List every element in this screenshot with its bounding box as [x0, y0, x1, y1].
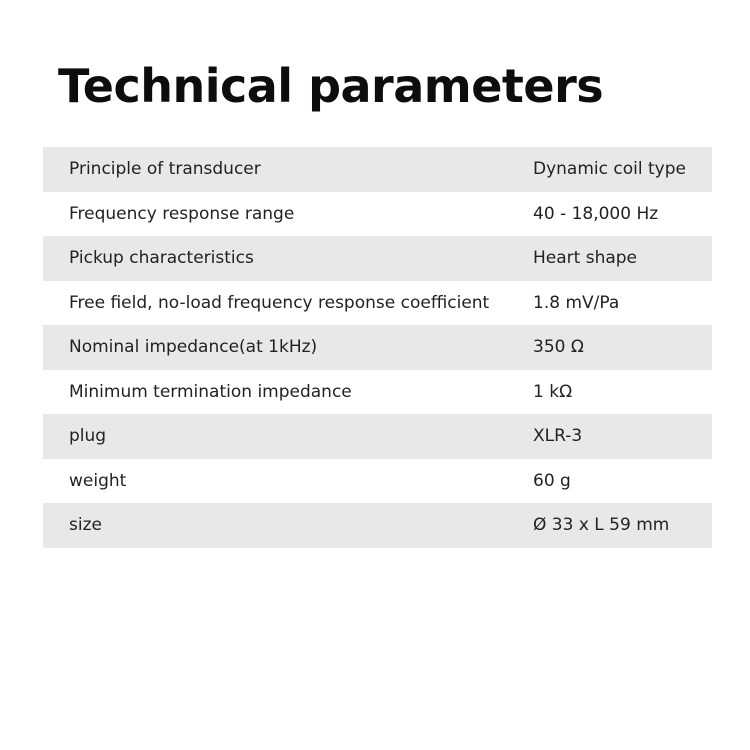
spec-table: [43, 147, 712, 548]
spec-row-sensitivity: [43, 281, 712, 326]
spec-label: size: [69, 515, 102, 536]
spec-label: Principle of transducer: [69, 159, 261, 180]
spec-label: weight: [69, 470, 127, 491]
spec-value: 40 - 18,000 Hz: [533, 203, 659, 224]
spec-row-termination-impedance: [43, 370, 712, 415]
spec-value: 1 kΩ: [533, 381, 573, 402]
spec-value: 1.8 mV/Pa: [533, 292, 620, 313]
spec-value: Ø 33 x L 59 mm: [533, 515, 670, 536]
spec-label: Free field, no-load frequency response coefficient: [69, 292, 490, 313]
spec-row-transducer: [43, 147, 712, 192]
spec-value: 60 g: [533, 470, 571, 491]
spec-row-weight: [43, 459, 712, 504]
spec-value: 350 Ω: [533, 337, 584, 358]
spec-label: Minimum termination impedance: [69, 381, 352, 402]
spec-value: XLR-3: [533, 426, 583, 447]
spec-row-plug: [43, 414, 712, 459]
spec-label: Pickup characteristics: [69, 248, 254, 269]
spec-row-nominal-impedance: [43, 325, 712, 370]
spec-row-frequency-range: [43, 192, 712, 237]
spec-label: Frequency response range: [69, 203, 295, 224]
spec-row-pickup: [43, 236, 712, 281]
spec-row-size: [43, 503, 712, 548]
spec-label: plug: [69, 426, 107, 447]
spec-value: Heart shape: [533, 248, 638, 269]
spec-label: Nominal impedance(at 1kHz): [69, 337, 318, 358]
spec-value: Dynamic coil type: [533, 159, 686, 180]
page-title: Technical parameters: [58, 59, 604, 113]
